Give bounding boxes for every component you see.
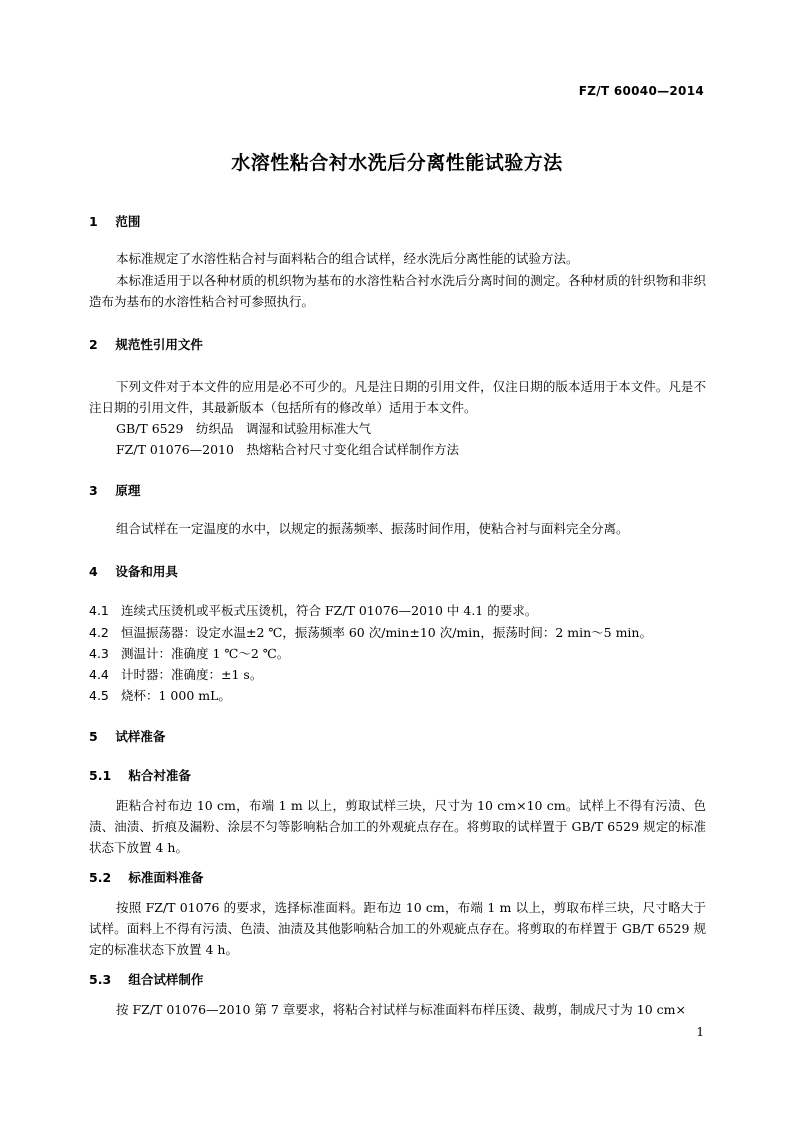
item-number: 4.1 bbox=[89, 603, 109, 618]
section-title: 标准面料准备 bbox=[128, 870, 204, 885]
section-title: 原理 bbox=[115, 483, 141, 498]
section-2-para: 下列文件对于本文件的应用是必不可少的。凡是注日期的引用文件，仅注日期的版本适用于本文件。凡是不注日期的引用文件，其最新版本（包括所有的修改单）适用于本文件。 bbox=[89, 379, 706, 415]
item-text: 恒温振荡器：设定水温±2 ℃，振荡频率 60 次/min±10 次/min，振荡时间：2 min～5 min。 bbox=[121, 625, 652, 640]
item-text: 烧杯：1 000 mL。 bbox=[121, 688, 231, 703]
section-title: 组合试样制作 bbox=[128, 972, 204, 987]
section-5-2-heading bbox=[89, 868, 203, 886]
section-5-3-heading bbox=[89, 970, 203, 988]
item-text: 测温计：准确度 1 ℃～2 ℃。 bbox=[121, 646, 290, 661]
section-2-heading bbox=[89, 335, 203, 353]
equipment-item bbox=[89, 644, 289, 662]
item-number: 4.3 bbox=[89, 646, 109, 661]
section-title: 范围 bbox=[115, 214, 141, 229]
section-number: 4 bbox=[89, 564, 98, 579]
section-1-para-1: 本标准规定了水溶性粘合衬与面料粘合的组合试样，经水洗后分离性能的试验方法。 bbox=[116, 251, 579, 266]
section-1-para-2: 本标准适用于以各种材质的机织物为基布的水溶性粘合衬水洗后分离时间的测定。各种材质的针织物和非织造布为基布的水溶性粘合衬可参照执行。 bbox=[89, 273, 706, 309]
section-3-para: 组合试样在一定温度的水中，以规定的振荡频率、振荡时间作用，使粘合衬与面料完全分离。 bbox=[116, 521, 629, 536]
reference-item: GB/T 6529 纺织品 调湿和试验用标准大气 bbox=[116, 421, 372, 436]
section-3-heading bbox=[89, 481, 140, 499]
item-text: 计时器：准确度：±1 s。 bbox=[121, 667, 263, 682]
equipment-item bbox=[89, 601, 537, 619]
item-number: 4.5 bbox=[89, 688, 109, 703]
section-5-heading bbox=[89, 727, 165, 745]
item-number: 4.2 bbox=[89, 625, 109, 640]
section-5-1-heading bbox=[89, 766, 191, 784]
section-4-heading bbox=[89, 562, 178, 580]
section-title: 设备和用具 bbox=[115, 564, 178, 579]
equipment-item bbox=[89, 665, 262, 683]
item-text: 连续式压烫机或平板式压烫机，符合 FZ/T 01076—2010 中 4.1 的要求。 bbox=[121, 603, 538, 618]
section-number: 2 bbox=[89, 337, 98, 352]
item-number: 4.4 bbox=[89, 667, 109, 682]
section-number: 5.2 bbox=[89, 870, 112, 885]
equipment-item bbox=[89, 623, 652, 641]
document-code: FZ/T 60040—2014 bbox=[578, 84, 704, 98]
section-title: 试样准备 bbox=[115, 729, 166, 744]
section-5-3-para: 按 FZ/T 01076—2010 第 7 章要求，将粘合衬试样与标准面料布样压烫、裁剪，制成尺寸为 10 cm× bbox=[116, 1002, 686, 1017]
section-number: 5.3 bbox=[89, 972, 112, 987]
section-1-heading bbox=[89, 212, 140, 230]
section-number: 5.1 bbox=[89, 768, 112, 783]
page-number: 1 bbox=[696, 1025, 704, 1039]
reference-item: FZ/T 01076—2010 热熔粘合衬尺寸变化组合试样制作方法 bbox=[116, 442, 459, 457]
section-number: 3 bbox=[89, 483, 98, 498]
page-title: 水溶性粘合衬水洗后分离性能试验方法 bbox=[231, 152, 563, 174]
section-title: 粘合衬准备 bbox=[128, 768, 191, 783]
section-5-2-para: 按照 FZ/T 01076 的要求，选择标准面料。距布边 10 cm，布端 1 m 以上，剪取布样三块，尺寸略大于试样。面料上不得有污渍、色渍、油渍及其他影响粘合加工的外观疵点存在。将剪取的布样置于 GB/T 6529 规定的标准状态下放置 4 h。 bbox=[89, 900, 706, 957]
section-5-1-para: 距粘合衬布边 10 cm，布端 1 m 以上，剪取试样三块，尺寸为 10 cm×10 cm。试样上不得有污渍、色渍、油渍、折痕及漏粉、涂层不匀等影响粘合加工的外观疵点存在。将剪取的试样置于 GB/T 6529 规定的标准状态下放置 4 h。 bbox=[89, 798, 706, 855]
section-number: 1 bbox=[89, 214, 98, 229]
equipment-item bbox=[89, 686, 231, 704]
section-number: 5 bbox=[89, 729, 98, 744]
section-title: 规范性引用文件 bbox=[115, 337, 203, 352]
